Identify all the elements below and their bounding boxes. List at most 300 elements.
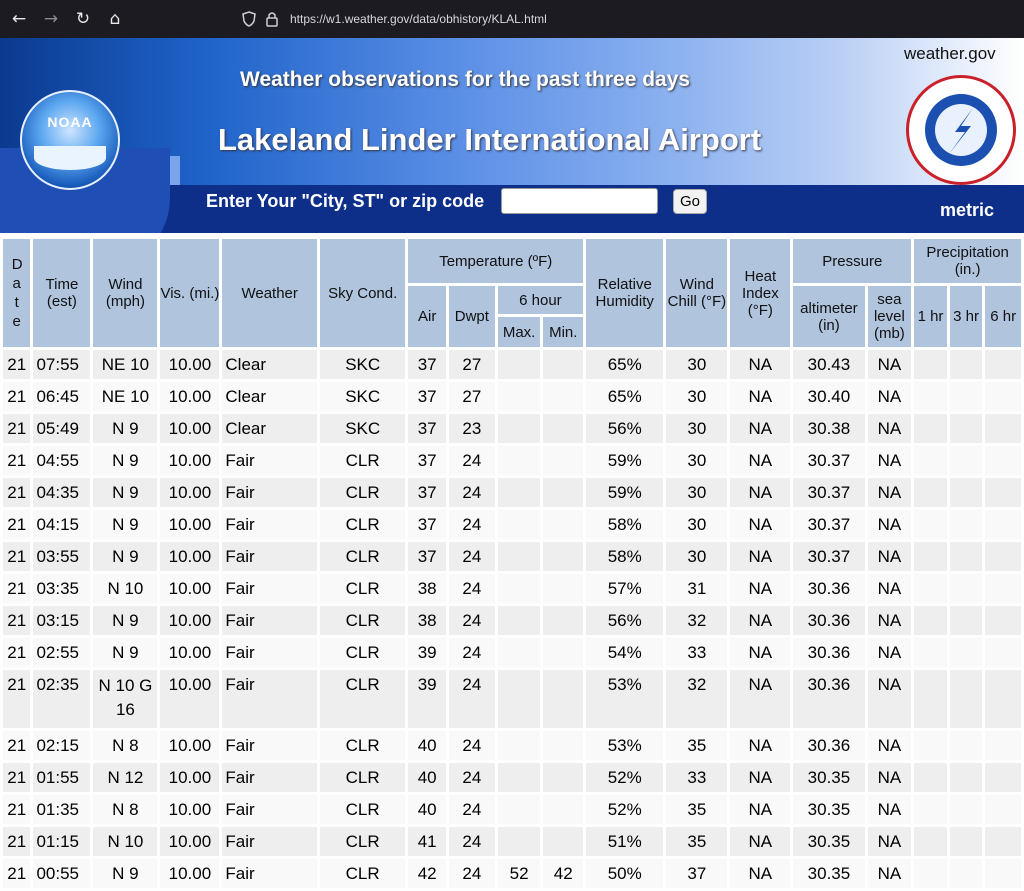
altimeter-cell: 30.35 <box>793 763 864 792</box>
min-temp-cell <box>543 731 583 760</box>
heat-index-cell: NA <box>730 670 790 728</box>
sky-cell: CLR <box>320 859 405 888</box>
precip-6hr-cell <box>985 795 1021 824</box>
min-temp-cell: 42 <box>543 859 583 888</box>
precip-3hr-cell <box>950 795 983 824</box>
visibility-cell: 10.00 <box>160 478 219 507</box>
wind-cell: N 9 <box>93 542 157 571</box>
date-cell: 21 <box>3 763 30 792</box>
weather-cell: Fair <box>222 446 317 475</box>
air-temp-cell: 37 <box>408 542 446 571</box>
visibility-cell: 10.00 <box>160 574 219 603</box>
heat-index-cell: NA <box>730 478 790 507</box>
air-temp-cell: 38 <box>408 606 446 635</box>
precip-6hr-cell <box>985 510 1021 539</box>
precip-1hr-cell <box>914 795 947 824</box>
table-row <box>3 859 1021 888</box>
heat-index-cell: NA <box>730 731 790 760</box>
max-temp-cell <box>498 606 541 635</box>
dewpoint-cell: 27 <box>449 350 495 379</box>
sea-level-cell: NA <box>868 574 912 603</box>
date-cell: 21 <box>3 510 30 539</box>
precip-3hr-cell <box>950 638 983 667</box>
precip-1hr-cell <box>914 350 947 379</box>
shield-icon <box>242 11 256 27</box>
date-cell: 21 <box>3 382 30 411</box>
header-sea-level: sea level (mb) <box>868 286 912 347</box>
visibility-cell: 10.00 <box>160 670 219 728</box>
humidity-cell: 57% <box>586 574 663 603</box>
time-cell: 04:55 <box>33 446 90 475</box>
table-row <box>3 763 1021 792</box>
precip-3hr-cell <box>950 446 983 475</box>
sky-cell: CLR <box>320 606 405 635</box>
min-temp-cell <box>543 542 583 571</box>
max-temp-cell <box>498 670 541 728</box>
date-cell: 21 <box>3 731 30 760</box>
metric-link[interactable]: metric <box>940 200 995 220</box>
humidity-cell: 52% <box>586 795 663 824</box>
max-temp-cell <box>498 446 541 475</box>
table-row <box>3 795 1021 824</box>
precip-1hr-cell <box>914 414 947 443</box>
dewpoint-cell: 24 <box>449 606 495 635</box>
visibility-cell: 10.00 <box>160 382 219 411</box>
wind-chill-cell: 30 <box>666 382 727 411</box>
dewpoint-cell: 24 <box>449 478 495 507</box>
precip-1hr-cell <box>914 670 947 728</box>
visibility-cell: 10.00 <box>160 446 219 475</box>
time-cell: 01:15 <box>33 827 90 856</box>
altimeter-cell: 30.35 <box>793 827 864 856</box>
min-temp-cell <box>543 606 583 635</box>
wind-chill-cell: 30 <box>666 446 727 475</box>
header-six-hour: 6 hour <box>498 286 583 314</box>
wind-chill-cell: 37 <box>666 859 727 888</box>
weather-cell: Fair <box>222 827 317 856</box>
date-cell: 21 <box>3 670 30 728</box>
dewpoint-cell: 24 <box>449 827 495 856</box>
max-temp-cell <box>498 350 541 379</box>
humidity-cell: 54% <box>586 638 663 667</box>
altimeter-cell: 30.37 <box>793 446 864 475</box>
wind-chill-cell: 35 <box>666 795 727 824</box>
table-row <box>3 638 1021 667</box>
wind-cell: N 10 G 16 <box>93 670 157 728</box>
sky-cell: CLR <box>320 574 405 603</box>
altimeter-cell: 30.38 <box>793 414 864 443</box>
sky-cell: CLR <box>320 478 405 507</box>
max-temp-cell <box>498 763 541 792</box>
visibility-cell: 10.00 <box>160 638 219 667</box>
min-temp-cell <box>543 446 583 475</box>
go-button[interactable]: Go <box>673 189 707 214</box>
wind-cell: N 12 <box>93 763 157 792</box>
precip-3hr-cell <box>950 731 983 760</box>
precip-6hr-cell <box>985 574 1021 603</box>
heat-index-cell: NA <box>730 446 790 475</box>
precip-1hr-cell <box>914 382 947 411</box>
precip-3hr-cell <box>950 542 983 571</box>
header-date: D a t e <box>3 239 30 347</box>
sky-cell: CLR <box>320 510 405 539</box>
wind-cell: N 9 <box>93 510 157 539</box>
precip-6hr-cell <box>985 350 1021 379</box>
wind-chill-cell: 33 <box>666 638 727 667</box>
weather-cell: Fair <box>222 478 317 507</box>
max-temp-cell <box>498 510 541 539</box>
wind-chill-cell: 30 <box>666 478 727 507</box>
header-max: Max. <box>498 317 541 347</box>
weather-cell: Fair <box>222 574 317 603</box>
wind-cell: N 9 <box>93 414 157 443</box>
visibility-cell: 10.00 <box>160 414 219 443</box>
air-temp-cell: 37 <box>408 414 446 443</box>
max-temp-cell <box>498 478 541 507</box>
weather-cell: Fair <box>222 731 317 760</box>
min-temp-cell <box>543 350 583 379</box>
humidity-cell: 53% <box>586 670 663 728</box>
dewpoint-cell: 24 <box>449 542 495 571</box>
weather-gov-link[interactable]: weather.gov <box>904 44 996 63</box>
humidity-cell: 52% <box>586 763 663 792</box>
wind-chill-cell: 30 <box>666 542 727 571</box>
dewpoint-cell: 24 <box>449 731 495 760</box>
sea-level-cell: NA <box>868 414 912 443</box>
dewpoint-cell: 23 <box>449 414 495 443</box>
noaa-logo-text: NOAA <box>47 114 93 130</box>
sky-cell: CLR <box>320 731 405 760</box>
wind-cell: N 9 <box>93 859 157 888</box>
precip-3hr-cell <box>950 670 983 728</box>
date-cell: 21 <box>3 446 30 475</box>
min-temp-cell <box>543 510 583 539</box>
wind-cell: N 8 <box>93 795 157 824</box>
weather-cell: Clear <box>222 382 317 411</box>
precip-6hr-cell <box>985 638 1021 667</box>
nws-logo[interactable] <box>906 75 1016 185</box>
heat-index-cell: NA <box>730 574 790 603</box>
sea-level-cell: NA <box>868 827 912 856</box>
precip-1hr-cell <box>914 731 947 760</box>
date-cell: 21 <box>3 795 30 824</box>
min-temp-cell <box>543 478 583 507</box>
max-temp-cell <box>498 414 541 443</box>
precip-3hr-cell <box>950 382 983 411</box>
altimeter-cell: 30.37 <box>793 542 864 571</box>
min-temp-cell <box>543 574 583 603</box>
time-cell: 04:35 <box>33 478 90 507</box>
precip-3hr-cell <box>950 827 983 856</box>
weather-cell: Fair <box>222 795 317 824</box>
header-relative-humidity: Relative Humidity <box>586 239 663 347</box>
sky-cell: CLR <box>320 763 405 792</box>
precip-1hr-cell <box>914 606 947 635</box>
precip-3hr-cell <box>950 763 983 792</box>
noaa-logo[interactable] <box>20 90 120 190</box>
precip-1hr-cell <box>914 478 947 507</box>
dewpoint-cell: 24 <box>449 763 495 792</box>
header-altimeter: altimeter (in) <box>793 286 864 347</box>
bird-icon <box>34 146 106 170</box>
altimeter-cell: 30.40 <box>793 382 864 411</box>
precip-6hr-cell <box>985 827 1021 856</box>
lightning-icon <box>925 94 997 166</box>
air-temp-cell: 40 <box>408 763 446 792</box>
sky-cell: CLR <box>320 795 405 824</box>
air-temp-cell: 37 <box>408 478 446 507</box>
air-temp-cell: 38 <box>408 574 446 603</box>
air-temp-cell: 37 <box>408 350 446 379</box>
sky-cell: SKC <box>320 414 405 443</box>
altimeter-cell: 30.36 <box>793 638 864 667</box>
visibility-cell: 10.00 <box>160 763 219 792</box>
precip-6hr-cell <box>985 446 1021 475</box>
header-min: Min. <box>543 317 583 347</box>
air-temp-cell: 39 <box>408 670 446 728</box>
max-temp-cell <box>498 542 541 571</box>
precip-6hr-cell <box>985 414 1021 443</box>
page-subtitle: Weather observations for the past three days <box>240 68 691 91</box>
max-temp-cell: 52 <box>498 859 541 888</box>
date-cell: 21 <box>3 478 30 507</box>
heat-index-cell: NA <box>730 859 790 888</box>
air-temp-cell: 42 <box>408 859 446 888</box>
visibility-cell: 10.00 <box>160 795 219 824</box>
heat-index-cell: NA <box>730 414 790 443</box>
forward-arrow-icon[interactable]: → <box>43 9 59 29</box>
header-time: Time (est) <box>33 239 90 347</box>
min-temp-cell <box>543 795 583 824</box>
precip-3hr-cell <box>950 478 983 507</box>
max-temp-cell <box>498 731 541 760</box>
min-temp-cell <box>543 414 583 443</box>
humidity-cell: 56% <box>586 414 663 443</box>
precip-1hr-cell <box>914 446 947 475</box>
precip-1hr-cell <box>914 827 947 856</box>
observations-table <box>0 236 1024 891</box>
header-pressure: Pressure <box>793 239 911 283</box>
time-cell: 05:49 <box>33 414 90 443</box>
header-air: Air <box>408 286 446 347</box>
dewpoint-cell: 24 <box>449 859 495 888</box>
table-row <box>3 382 1021 411</box>
table-row <box>3 670 1021 728</box>
altimeter-cell: 30.43 <box>793 350 864 379</box>
wind-chill-cell: 31 <box>666 574 727 603</box>
humidity-cell: 59% <box>586 446 663 475</box>
table-row <box>3 510 1021 539</box>
air-temp-cell: 37 <box>408 446 446 475</box>
date-cell: 21 <box>3 574 30 603</box>
time-cell: 01:35 <box>33 795 90 824</box>
sea-level-cell: NA <box>868 446 912 475</box>
reload-icon[interactable]: ↻ <box>75 9 91 29</box>
air-temp-cell: 37 <box>408 510 446 539</box>
humidity-cell: 65% <box>586 350 663 379</box>
visibility-cell: 10.00 <box>160 542 219 571</box>
header-dewpoint: Dwpt <box>449 286 495 347</box>
min-temp-cell <box>543 763 583 792</box>
search-label: Enter Your "City, ST" or zip code <box>206 191 485 211</box>
sea-level-cell: NA <box>868 795 912 824</box>
dewpoint-cell: 24 <box>449 446 495 475</box>
dewpoint-cell: 24 <box>449 574 495 603</box>
time-cell: 06:45 <box>33 382 90 411</box>
precip-6hr-cell <box>985 763 1021 792</box>
date-cell: 21 <box>3 606 30 635</box>
air-temp-cell: 40 <box>408 795 446 824</box>
table-row <box>3 350 1021 379</box>
date-cell: 21 <box>3 638 30 667</box>
sea-level-cell: NA <box>868 382 912 411</box>
table-row <box>3 606 1021 635</box>
sea-level-cell: NA <box>868 606 912 635</box>
air-temp-cell: 37 <box>408 382 446 411</box>
time-cell: 00:55 <box>33 859 90 888</box>
min-temp-cell <box>543 670 583 728</box>
precip-6hr-cell <box>985 382 1021 411</box>
air-temp-cell: 40 <box>408 731 446 760</box>
heat-index-cell: NA <box>730 763 790 792</box>
precip-6hr-cell <box>985 606 1021 635</box>
visibility-cell: 10.00 <box>160 859 219 888</box>
sea-level-cell: NA <box>868 859 912 888</box>
precip-6hr-cell <box>985 542 1021 571</box>
time-cell: 07:55 <box>33 350 90 379</box>
heat-index-cell: NA <box>730 510 790 539</box>
dewpoint-cell: 24 <box>449 510 495 539</box>
header-sky-condition: Sky Cond. <box>320 239 405 347</box>
altimeter-cell: 30.35 <box>793 859 864 888</box>
altimeter-cell: 30.37 <box>793 478 864 507</box>
air-temp-cell: 39 <box>408 638 446 667</box>
humidity-cell: 51% <box>586 827 663 856</box>
dewpoint-cell: 27 <box>449 382 495 411</box>
weather-cell: Fair <box>222 510 317 539</box>
header-weather: Weather <box>222 239 317 347</box>
precip-6hr-cell <box>985 731 1021 760</box>
wind-cell: N 9 <box>93 606 157 635</box>
wind-cell: N 10 <box>93 827 157 856</box>
time-cell: 02:15 <box>33 731 90 760</box>
sea-level-cell: NA <box>868 763 912 792</box>
wind-cell: N 9 <box>93 478 157 507</box>
precip-1hr-cell <box>914 542 947 571</box>
table-row <box>3 731 1021 760</box>
sea-level-cell: NA <box>868 478 912 507</box>
weather-cell: Fair <box>222 606 317 635</box>
humidity-cell: 50% <box>586 859 663 888</box>
precip-6hr-cell <box>985 859 1021 888</box>
date-cell: 21 <box>3 827 30 856</box>
time-cell: 04:15 <box>33 510 90 539</box>
home-icon[interactable]: ⌂ <box>109 9 121 29</box>
time-cell: 03:35 <box>33 574 90 603</box>
time-cell: 03:55 <box>33 542 90 571</box>
date-cell: 21 <box>3 542 30 571</box>
header-temperature: Temperature (ºF) <box>408 239 583 283</box>
wind-cell: N 8 <box>93 731 157 760</box>
wind-chill-cell: 30 <box>666 350 727 379</box>
min-temp-cell <box>543 827 583 856</box>
humidity-cell: 59% <box>586 478 663 507</box>
wind-chill-cell: 32 <box>666 670 727 728</box>
altimeter-cell: 30.35 <box>793 795 864 824</box>
header-precipitation: Precipitation (in.) <box>914 239 1021 283</box>
sea-level-cell: NA <box>868 510 912 539</box>
wind-cell: NE 10 <box>93 350 157 379</box>
time-cell: 02:55 <box>33 638 90 667</box>
visibility-cell: 10.00 <box>160 827 219 856</box>
sea-level-cell: NA <box>868 638 912 667</box>
precip-3hr-cell <box>950 859 983 888</box>
min-temp-cell <box>543 382 583 411</box>
humidity-cell: 53% <box>586 731 663 760</box>
heat-index-cell: NA <box>730 638 790 667</box>
heat-index-cell: NA <box>730 382 790 411</box>
visibility-cell: 10.00 <box>160 510 219 539</box>
header-precip-6hr: 6 hr <box>985 286 1021 347</box>
sky-cell: CLR <box>320 670 405 728</box>
date-cell: 21 <box>3 414 30 443</box>
precip-3hr-cell <box>950 350 983 379</box>
wind-cell: N 9 <box>93 638 157 667</box>
header-visibility: Vis. (mi.) <box>160 239 219 347</box>
wind-chill-cell: 35 <box>666 731 727 760</box>
precip-3hr-cell <box>950 574 983 603</box>
url-text[interactable]: https://w1.weather.gov/data/obhistory/KLAL.html <box>290 12 547 26</box>
heat-index-cell: NA <box>730 827 790 856</box>
heat-index-cell: NA <box>730 350 790 379</box>
header-precip-1hr: 1 hr <box>914 286 947 347</box>
max-temp-cell <box>498 827 541 856</box>
wind-chill-cell: 32 <box>666 606 727 635</box>
precip-3hr-cell <box>950 606 983 635</box>
browser-toolbar <box>0 0 1024 38</box>
heat-index-cell: NA <box>730 542 790 571</box>
sea-level-cell: NA <box>868 350 912 379</box>
wind-cell: N 10 <box>93 574 157 603</box>
header-wind: Wind (mph) <box>93 239 157 347</box>
table-row <box>3 414 1021 443</box>
altimeter-cell: 30.36 <box>793 574 864 603</box>
table-row <box>3 574 1021 603</box>
sea-level-cell: NA <box>868 731 912 760</box>
back-arrow-icon[interactable]: ← <box>11 9 27 29</box>
observations-body <box>3 350 1021 888</box>
table-row <box>3 446 1021 475</box>
weather-cell: Fair <box>222 542 317 571</box>
weather-cell: Fair <box>222 859 317 888</box>
weather-cell: Clear <box>222 350 317 379</box>
humidity-cell: 58% <box>586 542 663 571</box>
dewpoint-cell: 24 <box>449 638 495 667</box>
header-wind-chill: Wind Chill (°F) <box>666 239 727 347</box>
precip-1hr-cell <box>914 763 947 792</box>
precip-6hr-cell <box>985 478 1021 507</box>
sky-cell: CLR <box>320 542 405 571</box>
max-temp-cell <box>498 795 541 824</box>
table-row <box>3 542 1021 571</box>
air-temp-cell: 41 <box>408 827 446 856</box>
precip-3hr-cell <box>950 414 983 443</box>
sea-level-cell: NA <box>868 670 912 728</box>
date-cell: 21 <box>3 859 30 888</box>
lock-icon <box>266 11 278 27</box>
location-search-input[interactable] <box>501 188 658 214</box>
sky-cell: SKC <box>320 350 405 379</box>
